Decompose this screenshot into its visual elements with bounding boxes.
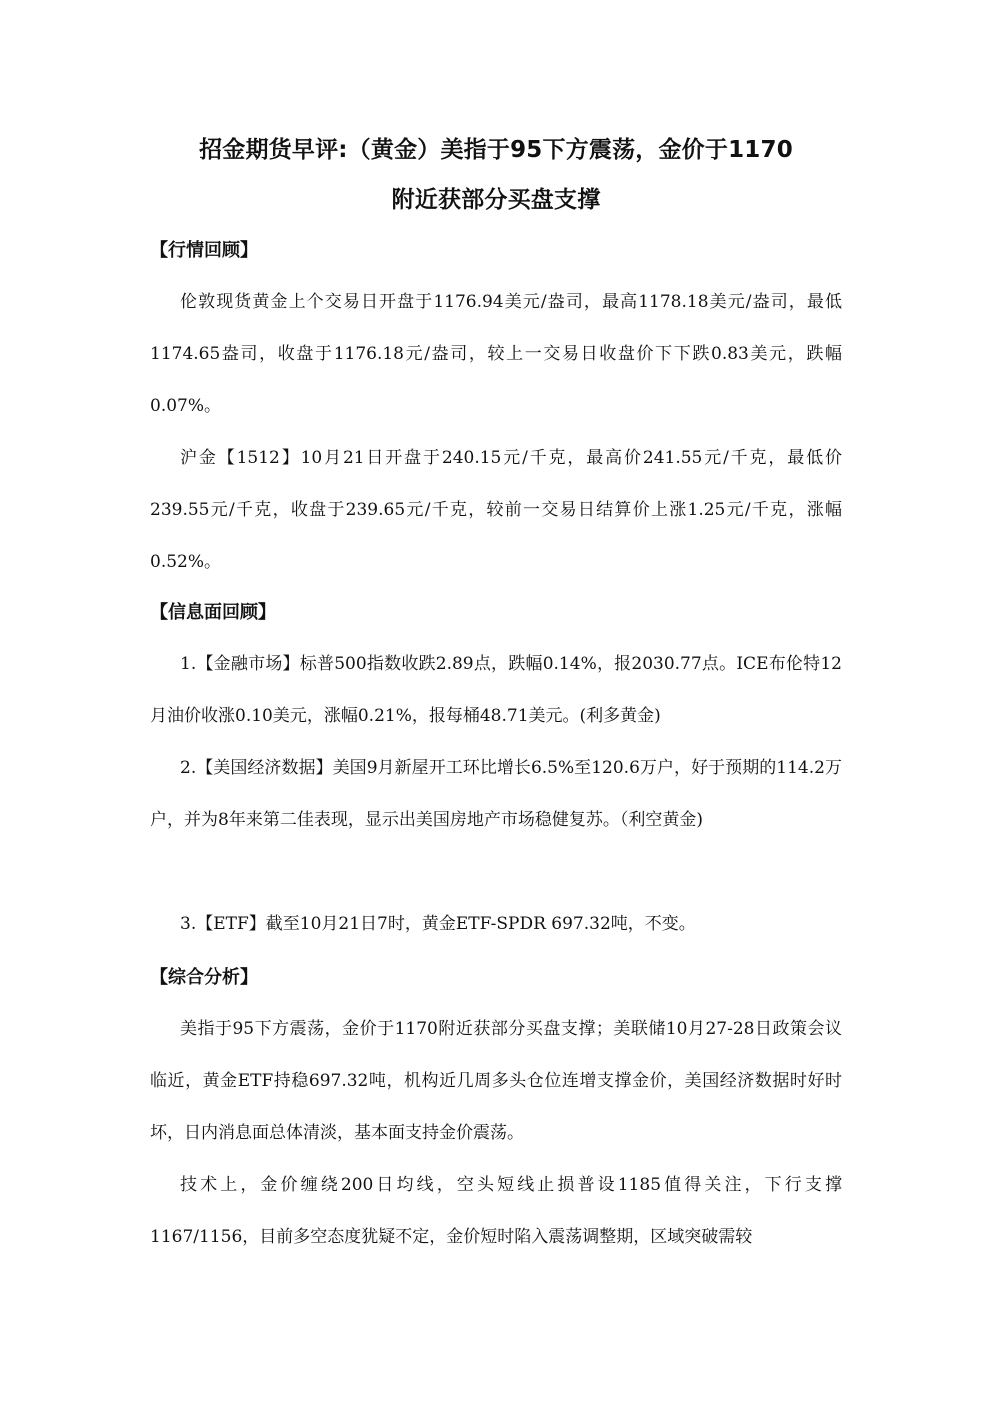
document-title-line-2: 附近获部分买盘支撑 (391, 187, 601, 213)
paragraph-analysis-fundamentals: 美指于95下方震荡，金价于1170附近获部分买盘支撑；美联储10月27-28日政策会议临近，黄金ETF持稳697.32吨，机构近几周多头仓位连增支撑金价，美国经济数据时好时坏，日内消息面总体清淡，基本面支持金价震荡。 (150, 1019, 842, 1143)
paragraph-analysis-technical: 技术上，金价缠绕200日均线，空头短线止损普设1185值得关注，下行支撑1167/1156，目前多空态度犹疑不定，金价短时陷入震荡调整期，区域突破需较 (150, 1175, 842, 1247)
paragraph-etf: 3.【ETF】截至10月21日7时，黄金ETF-SPDR 697.32吨，不变。 (180, 914, 696, 934)
paragraph-shanghai-gold: 沪金【1512】10月21日开盘于240.15元/千克，最高价241.55元/千克，最低价239.55元/千克，收盘于239.65元/千克，较前一交易日结算价上涨1.25元/千克，涨幅0.52%。 (150, 448, 842, 572)
paragraph-financial-market: 1.【金融市场】标普500指数收跌2.89点，跌幅0.14%，报2030.77点。ICE布伦特12月油价收涨0.10美元，涨幅0.21%，报每桶48.71美元。(利多黄金) (150, 654, 842, 726)
paragraph-us-economic-data: 2.【美国经济数据】美国9月新屋开工环比增长6.5%至120.6万户，好于预期的114.2万户，并为8年来第二佳表现，显示出美国房地产市场稳健复苏。（利空黄金) (150, 758, 842, 830)
section-heading-analysis: 【综合分析】 (150, 967, 258, 988)
paragraph-london-gold: 伦敦现货黄金上个交易日开盘于1176.94美元/盎司，最高1178.18美元/盎司，最低1174.65盎司，收盘于1176.18元/盎司，较上一交易日收盘价下下跌0.83美元，跌幅0.07%。 (150, 292, 842, 416)
section-heading-news-review: 【信息面回顾】 (150, 602, 276, 623)
section-heading-market-review: 【行情回顾】 (150, 240, 258, 261)
document-title-line-1: 招金期货早评:（黄金）美指于95下方震荡，金价于1170 (199, 137, 793, 163)
